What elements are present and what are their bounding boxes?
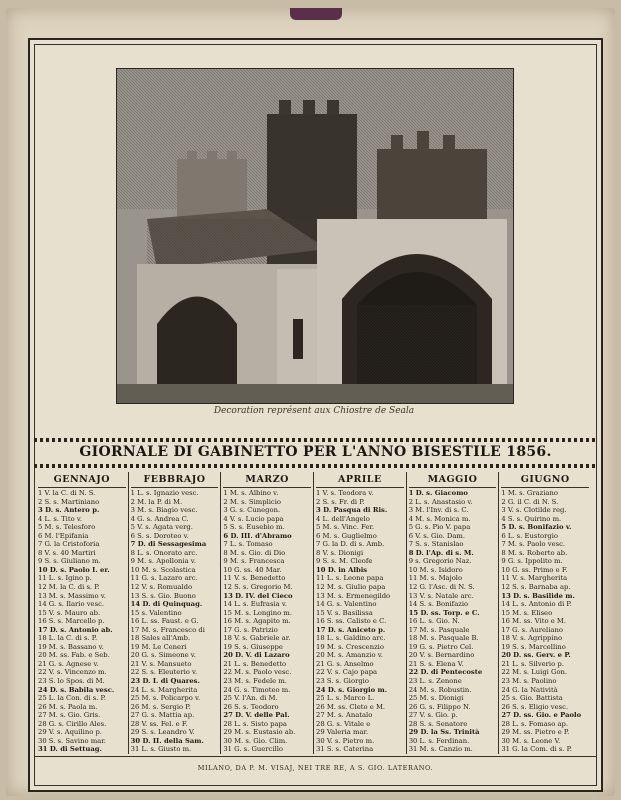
footer-rule [34,756,597,757]
day-entry: 27 V. s. Gio. p. [408,711,458,720]
month-column-maggio [406,472,499,754]
day-entry: 7 G. la D. di s. Amb. [316,540,385,549]
day-entry: 17 G. s. Aureliano [501,625,563,634]
day-entry: 10 M. s. Scolastica [130,565,196,574]
day-entry: 4 V. s. Lucio papa [223,514,284,523]
day-entry: 21 S. s. Elena V. [408,659,464,668]
title-border-top [34,438,597,442]
day-entry: 10 M. s. Isidoro [408,565,463,574]
day-entry: 17 D. s. Aniceto p. [316,625,386,634]
day-entry: 11 V. s. Margherita [501,574,568,583]
day-entry: 28 L. s. Fomaso ap. [501,719,569,728]
month-name: FEBBRAJO [131,472,219,488]
day-entry: 26 M. s. Paola m. [38,702,98,711]
day-entry: 14 S. s. Bonifazio [408,600,469,609]
day-entry: 4 G. s. Andrea C. [130,514,189,523]
day-entry: 14 L. s. Eufrasia v. [223,600,288,609]
day-entry: 12 M. s. Giulio papa [316,583,386,592]
day-entry: 10 D. in Albis [316,565,368,574]
day-entry: 23 M. s. Fedele m. [223,677,287,686]
day-entry: 17 M. s. Pasquale [408,625,470,634]
day-entry: 31 G. la Com. di s. P. [501,745,572,754]
day-entry: 2 M. s. Simplicio [223,497,281,506]
calendar-frame [28,38,603,792]
day-entry: 1 D. s. Giacomo [408,489,468,497]
day-entry: 15 M. s. Eliseo [501,608,553,617]
day-entry: 30 M. s. Gio. Clim. [223,736,288,745]
day-entry: 20 G. s. Simeone v. [130,651,196,660]
day-entry: 5 M. s. Vinc. Fer. [316,523,375,532]
day-entry: 17 M. s. Francesco di [130,625,205,634]
day-entry: 24 L. s. Margherita [130,685,198,694]
day-entry: 19 M. Le Ceneri [130,642,187,651]
day-entry: 3 M. s. Biagio vesc. [130,506,198,515]
day-entry: 6 V. s. Gio. Dam. [408,531,466,540]
day-entry: 18 V. s. Agrippino [501,634,563,643]
day-entry: 14 D. di Quinquag. [130,600,203,609]
page-title: GIORNALE DI GABINETTO PER L'ANNO BISESTILE 1856. [79,444,552,460]
day-entry: 28 V. ss. Fel. e F. [130,719,188,728]
day-entry: 29 S. s. Leandro V. [130,728,195,737]
day-entry: 11 V. s. Benedetto [223,574,286,583]
day-entry: 26 S. s. Teodoro [223,702,279,711]
day-entry: 12 S. s. Barnaba ap. [501,583,571,592]
day-entry: 2 S. s. Fr. di P. [316,497,365,506]
day-entry: 1 M. s. Graziano [501,489,558,497]
day-entry: 13 D. s. Basilide m. [501,591,575,600]
day-entry: 26 S. s. Eligio vesc. [501,702,569,711]
day-entry: 8 M. s. Roberto ab. [501,548,568,557]
day-entry: 16 S. s. Marcello p. [38,617,105,626]
day-entry: 5 V. s. Agata verg. [130,523,193,532]
hanging-ribbon [290,8,342,20]
day-entry: 31 S. s. Caterina [316,745,374,754]
day-entry: 29 M. s. Eustasio ab. [223,728,296,737]
day-entry: 8 V. s. 40 Martiri [38,548,96,557]
day-entry: 28 S. s. Senatore [408,719,468,728]
month-name: APRILE [316,472,404,488]
day-entry: 4 L. dell'Angelo [316,514,370,523]
printer-imprint: MILANO, DA P. M. VISAJ, NEI TRE RE, A S. GIO. LATERANO. [197,764,434,772]
day-entry: 14 L. s. Antonio di P. [501,600,572,609]
day-entry: 19 S. s. Giuseppe [223,642,283,651]
ruins-engraving [117,69,513,403]
day-entry: 22 S. s. Eleuterio v. [130,668,198,677]
day-entry: 8 L. s. Onorato arc. [130,548,198,557]
day-entry: 25 M. s. Policarpo v. [130,694,201,703]
day-entry: 6 L. s. Eustorgio [501,531,559,540]
month-name: MARZO [223,472,311,488]
day-entry: 20 V. s. Bernardino [408,651,475,660]
day-entry: 5 D. s. Bonifazio v. [501,523,572,532]
day-entry: 12 S. s. Gregorio M. [223,583,293,592]
day-entry: 5 S. s. Eusebio m. [223,523,285,532]
day-entry: 8 V. s. Dionigi [316,548,364,557]
day-entry: 2 S. s. Martiniano [38,497,100,506]
day-entry: 25 L. s. Marco L. [316,694,375,703]
day-entry: 27 G. s. Mattia ap. [130,711,195,720]
day-entry: 23 D. I. di Quares. [130,677,200,686]
day-entry: 19 M. s. Bassano v. [38,642,104,651]
month-column-aprile [313,472,406,754]
month-column-giugno [498,472,591,754]
day-entry: 7 L. s. Tomaso [223,540,273,549]
day-entry: 19 M. s. Crescenzio [316,642,384,651]
day-entry: 27 D. V. delle Pal. [223,711,290,720]
day-entry: 11 L. s. Igino p. [38,574,92,583]
day-entry: 27 D. ss. Gio. e Paolo [501,711,582,720]
day-entry: 19 S. s. Marcellino [501,642,566,651]
day-entry: 29 D. la Ss. Trinità [408,728,480,737]
day-entry: 20 D. ss. Gerv. e P. [501,651,571,660]
day-entry: 23 M. s. Paolino [501,677,557,686]
month-column-gennajo [36,472,128,754]
month-column-marzo [220,472,313,754]
day-entry: 6 M. l'Epifania [38,531,89,540]
day-entry: 4 M. s. Monica m. [408,514,471,523]
day-entry: 13 M. s. Ermenegildo [316,591,391,600]
day-entry: 25 s. Gio. Battista [501,694,563,703]
day-entry: 9 s. Gregorio Naz. [408,557,472,566]
day-entry: 24 G. la Natività [501,685,558,694]
day-entry: 18 M. s. Pasquale B. [408,634,479,643]
day-entry: 6 D. III. d'Abramo [223,531,292,540]
month-name: GIUGNO [501,472,589,488]
day-entry: 18 L. s. Galdino arc. [316,634,386,643]
day-entry: 14 G. s. Valentino [316,600,377,609]
day-entry: 25 L. la Con. di s. P. [38,694,106,703]
day-entry: 29 V. s. Aquilino p. [38,728,102,737]
day-entry: 27 M. s. Gio. Gris. [38,711,101,720]
day-entry: 16 L. ss. Faust. e G. [130,617,199,626]
day-entry: 21 G. s. Anselmo [316,659,374,668]
calendar-grid [36,472,591,754]
day-entry: 23 L. s. Zenone [408,677,462,686]
day-entry: 9 S. s. Giuliano m. [38,557,101,566]
day-entry: 9 M. s. Apollonia v. [130,557,196,566]
day-entry: 13 V. s. Natale arc. [408,591,474,600]
day-entry: 13 M. s. Massimo v. [38,591,106,600]
day-entry: 24 M. s. Robustin. [408,685,472,694]
day-entry: 3 G. s. Cunegon. [223,506,281,515]
day-entry: 3 M. l'Inv. di s. C. [408,506,469,515]
day-entry: 15 s. Valentino [130,608,182,617]
day-entry: 30 V. s. Pietro m. [316,736,375,745]
day-entry: 24 D. s. Babila vesc. [38,685,115,694]
day-entry: 18 Sales all'Amb. [130,634,191,643]
day-entry: 31 G. s. Guercillo [223,745,283,754]
day-entry: 5 M. s. Telesforo [38,523,96,532]
day-entry: 18 L. la C. di s. P. [38,634,98,643]
day-entry: 16 M. ss. Vito e M. [501,617,566,626]
day-entry: 29 M. ss. Pietro e P. [501,728,570,737]
day-entry: 25 V. l'An. di M. [223,694,278,703]
day-entry: 24 D. s. Giorgio m. [316,685,388,694]
day-entry: 30 L. s. Ferdinan. [408,736,470,745]
day-entry: 28 G. s. Cirillo Ales. [38,719,107,728]
calendar-card [6,8,615,796]
day-entry: 16 S. ss. Calisto e C. [316,617,387,626]
day-entry: 5 G. s. Pio V. papa [408,523,471,532]
day-entry: 30 M. s. Leone V. [501,736,561,745]
day-entry: 27 M. s. Anatalo [316,711,373,720]
day-entry: 11 L. s. Leone papa [316,574,384,583]
engraving-caption: Decoration représent aux Chiostre de Seala [213,406,415,416]
day-entry: 15 D. ss. Torp. e C. [408,608,480,617]
day-entry: 6 S. s. Doroteo v. [130,531,189,540]
month-column-febbrajo [128,472,221,754]
day-entry: 17 G. s. Patrizio [223,625,278,634]
day-entry: 31 M. s. Canzio m. [408,745,473,754]
day-entry: 1 M. s. Albino v. [223,489,279,497]
day-entry: 12 V. s. Romualdo [130,583,193,592]
day-entry: 22 M. s. Luigi Gon. [501,668,568,677]
day-entry: 16 M. s. Agapito m. [223,617,291,626]
day-entry: 26 M. s. Sergio P. [130,702,191,711]
day-entry: 13 S. s. Gio. Buono [130,591,196,600]
day-entry: 7 S. s. Stanislao [408,540,464,549]
day-entry: 21 L. s. Silverio p. [501,659,564,668]
day-entry: 9 S. s. M. Cleofe [316,557,373,566]
day-entry: 30 D. II. della Sam. [130,736,204,745]
day-entry: 23 S. lo Spos. di M. [38,677,105,686]
day-entry: 9 G. s. Ippolito m. [501,557,563,566]
day-entry: 3 V. s. Clotilde reg. [501,506,567,515]
day-entry: 8 D. l'Ap. di s. M. [408,548,474,557]
day-entry: 10 D. s. Paolo I. er. [38,565,110,574]
day-entry: 6 M. s. Guglielmo [316,531,377,540]
day-entry: 11 M. s. Majolo [408,574,463,583]
engraving-illustration [116,68,514,404]
day-entry: 4 S. s. Quirino m. [501,514,562,523]
day-entry: 3 D. s. Antero p. [38,506,100,515]
day-entry: 17 D. s. Antonio ab. [38,625,113,634]
day-entry: 16 L. s. Gio. N. [408,617,460,626]
day-entry: 10 G. ss. Primo e F. [501,565,568,574]
day-entry: 22 M. s. Paolo vesc. [223,668,292,677]
day-entry: 2 M. la P. di M. [130,497,183,506]
day-entry: 20 M. s. Amanzio v. [316,651,383,660]
month-name: GENNAJO [38,472,126,488]
day-entry: 30 S. s. Savino mar. [38,736,106,745]
day-entry: 10 G. ss. 40 Mar. [223,565,282,574]
day-entry: 7 M. s. Paolo vesc. [501,540,566,549]
day-entry: 22 D. di Pentecoste [408,668,483,677]
day-entry: 8 M. s. Gio. di Dio [223,548,286,557]
day-entry: 24 G. s. Timoteo m. [223,685,291,694]
day-entry: 4 L. s. Tito v. [38,514,83,523]
day-entry: 20 M. ss. Fab. e Seb. [38,651,110,660]
day-entry: 19 G. s. Pietro Cel. [408,642,474,651]
day-entry: 31 L. s. Giusto m. [130,745,192,754]
day-entry: 22 V. s. Cajo papa [316,668,378,677]
day-entry: 25 M. s. Dionigi [408,694,464,703]
day-entry: 26 G. s. Filippo N. [408,702,471,711]
day-entry: 21 G. s. Agnese v. [38,659,99,668]
day-entry: 14 G. s. Ilario vesc. [38,600,105,609]
day-entry: 12 M. la C. di s. P. [38,583,100,592]
day-entry: 15 V. s. Mauro ab. [38,608,101,617]
day-entry: 3 D. Pasqua di Ris. [316,506,388,515]
day-entry: 7 D. di Sessagesima [130,540,207,549]
day-entry: 1 V. la C. di N. S. [38,489,96,497]
day-entry: 29 Valeria mar. [316,728,369,737]
day-entry: 21 V. s. Mansueto [130,659,192,668]
day-entry: 12 G. l'Asc. di N. S. [408,583,475,592]
day-entry: 11 G. s. Lazaro arc. [130,574,198,583]
day-entry: 21 L. s. Benedetto [223,659,287,668]
day-entry: 2 G. il C. di N. S. [501,497,559,506]
day-entry: 15 M. s. Longino m. [223,608,292,617]
month-name: MAGGIO [409,472,497,488]
day-entry: 28 G. s. Vitale e [316,719,371,728]
day-entry: 28 L. s. Sisto papa [223,719,287,728]
day-entry: 13 D. IV. del Cieco [223,591,293,600]
day-entry: 23 S. s. Giorgio [316,677,369,686]
day-entry: 26 M. ss. Cleto e M. [316,702,386,711]
day-entry: 1 L. s. Ignazio vesc. [130,489,199,497]
day-entry: 1 V. s. Teodora v. [316,489,374,497]
day-entry: 15 V. s. Basilissa [316,608,373,617]
day-entry: 20 D. V. di Lazaro [223,651,290,660]
day-entry: 2 L. s. Anastasio v. [408,497,473,506]
title-border-bottom [34,464,597,468]
day-entry: 18 V. s. Gabriele ar. [223,634,291,643]
day-entry: 9 M. s. Francesca [223,557,285,566]
day-entry: 22 V. s. Vincenzo m. [38,668,107,677]
day-entry: 31 D. di Settuag. [38,745,102,754]
day-entry: 7 G. la Cristoforia [38,540,100,549]
